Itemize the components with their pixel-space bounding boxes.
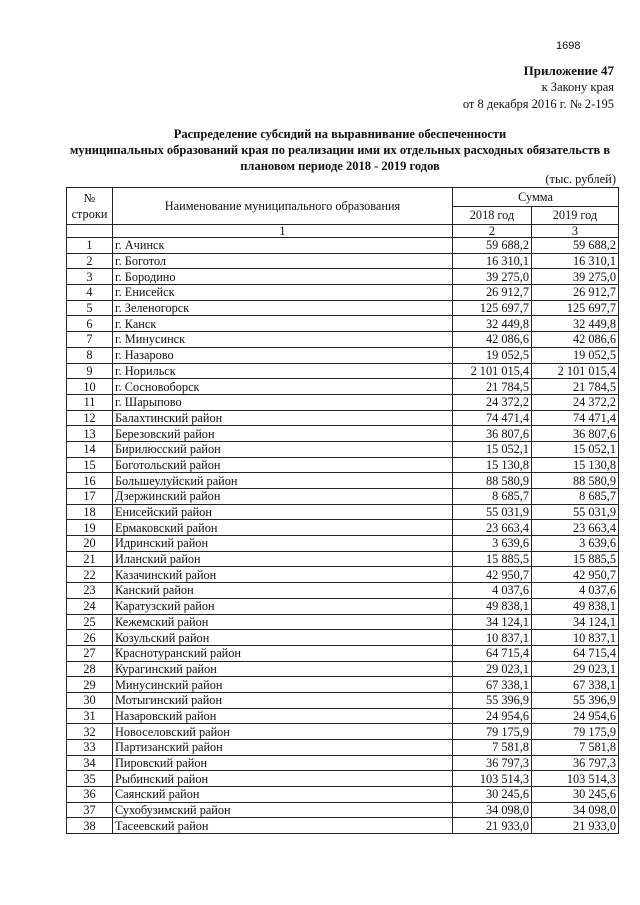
table-row <box>67 238 619 254</box>
row-number: 38 <box>67 818 113 834</box>
table-row <box>67 802 619 818</box>
amount-2018: 34 124,1 <box>453 614 532 630</box>
header-name: Наименование муниципального образования <box>113 188 453 225</box>
amount-2018: 23 663,4 <box>453 520 532 536</box>
row-number: 2 <box>67 253 113 269</box>
municipality-name: Саянский район <box>113 787 453 803</box>
amount-2019: 7 581,8 <box>532 740 619 756</box>
amount-2019: 21 933,0 <box>532 818 619 834</box>
table-row <box>67 567 619 583</box>
amount-2018: 42 950,7 <box>453 567 532 583</box>
row-number: 33 <box>67 740 113 756</box>
municipality-name: Партизанский район <box>113 740 453 756</box>
table-row <box>67 677 619 693</box>
amount-2018: 42 086,6 <box>453 332 532 348</box>
amount-2019: 64 715,4 <box>532 645 619 661</box>
row-number: 6 <box>67 316 113 332</box>
amount-2018: 15 885,5 <box>453 551 532 567</box>
amount-2018: 3 639,6 <box>453 536 532 552</box>
amount-2019: 103 514,3 <box>532 771 619 787</box>
amount-2019: 15 130,8 <box>532 457 619 473</box>
municipality-name: Балахтинский район <box>113 410 453 426</box>
municipality-name: Казачинский район <box>113 567 453 583</box>
row-number: 34 <box>67 755 113 771</box>
municipality-name: Березовский район <box>113 426 453 442</box>
municipality-name: Тасеевский район <box>113 818 453 834</box>
table-row <box>67 504 619 520</box>
table-row <box>67 787 619 803</box>
table-row <box>67 614 619 630</box>
municipality-name: Бирилюсский район <box>113 441 453 457</box>
amount-2019: 23 663,4 <box>532 520 619 536</box>
municipality-name: г. Зеленогорск <box>113 300 453 316</box>
amount-2018: 21 784,5 <box>453 379 532 395</box>
table-row <box>67 645 619 661</box>
amount-2018: 88 580,9 <box>453 473 532 489</box>
municipality-name: г. Минусинск <box>113 332 453 348</box>
appendix-reference <box>463 62 614 113</box>
page-number: 1698 <box>556 40 581 52</box>
amount-2018: 24 954,6 <box>453 708 532 724</box>
table-row <box>67 253 619 269</box>
row-number: 4 <box>67 285 113 301</box>
amount-2018: 34 098,0 <box>453 802 532 818</box>
municipality-name: г. Сосновоборск <box>113 379 453 395</box>
amount-2019: 21 784,5 <box>532 379 619 395</box>
municipality-name: Краснотуранский район <box>113 645 453 661</box>
municipality-name: Козульский район <box>113 630 453 646</box>
amount-2019: 10 837,1 <box>532 630 619 646</box>
row-number: 20 <box>67 536 113 552</box>
row-number: 1 <box>67 238 113 254</box>
table-row <box>67 489 619 505</box>
municipality-name: Сухобузимский район <box>113 802 453 818</box>
amount-2019: 2 101 015,4 <box>532 363 619 379</box>
amount-2018: 8 685,7 <box>453 489 532 505</box>
amount-2018: 7 581,8 <box>453 740 532 756</box>
amount-2018: 10 837,1 <box>453 630 532 646</box>
amount-2019: 16 310,1 <box>532 253 619 269</box>
row-number: 8 <box>67 347 113 363</box>
amount-2018: 16 310,1 <box>453 253 532 269</box>
table-row <box>67 708 619 724</box>
row-number: 16 <box>67 473 113 489</box>
row-number: 15 <box>67 457 113 473</box>
row-number: 9 <box>67 363 113 379</box>
amount-2018: 36 797,3 <box>453 755 532 771</box>
amount-2018: 55 396,9 <box>453 692 532 708</box>
row-number: 19 <box>67 520 113 536</box>
row-number: 17 <box>67 489 113 505</box>
municipality-name: г. Бородино <box>113 269 453 285</box>
municipality-name: Большеулуйский район <box>113 473 453 489</box>
header-sum: Сумма <box>453 188 619 207</box>
row-number: 12 <box>67 410 113 426</box>
municipality-name: Пировский район <box>113 755 453 771</box>
municipality-name: Каратузский район <box>113 598 453 614</box>
table-row <box>67 285 619 301</box>
header-no-label: строки <box>71 207 108 221</box>
amount-2019: 30 245,6 <box>532 787 619 803</box>
amount-2018: 29 023,1 <box>453 661 532 677</box>
amount-2019: 36 807,6 <box>532 426 619 442</box>
amount-2018: 15 052,1 <box>453 441 532 457</box>
header-year-2018: 2018 год <box>453 207 532 225</box>
municipality-name: г. Енисейск <box>113 285 453 301</box>
table-row <box>67 598 619 614</box>
municipality-name: Курагинский район <box>113 661 453 677</box>
amount-2018: 4 037,6 <box>453 583 532 599</box>
table-row <box>67 426 619 442</box>
colnum-year-2019: 3 <box>532 225 619 238</box>
amount-2018: 79 175,9 <box>453 724 532 740</box>
row-number: 25 <box>67 614 113 630</box>
amount-2018: 36 807,6 <box>453 426 532 442</box>
table-row <box>67 771 619 787</box>
amount-2019: 39 275,0 <box>532 269 619 285</box>
row-number: 24 <box>67 598 113 614</box>
table-row <box>67 300 619 316</box>
row-number: 26 <box>67 630 113 646</box>
table-row <box>67 551 619 567</box>
table-row <box>67 394 619 410</box>
amount-2019: 15 885,5 <box>532 551 619 567</box>
table-row <box>67 332 619 348</box>
table-body <box>67 238 619 834</box>
municipality-name: Енисейский район <box>113 504 453 520</box>
municipality-name: г. Ачинск <box>113 238 453 254</box>
municipality-name: Рыбинский район <box>113 771 453 787</box>
amount-2019: 125 697,7 <box>532 300 619 316</box>
table-row <box>67 379 619 395</box>
amount-2018: 59 688,2 <box>453 238 532 254</box>
row-number: 30 <box>67 692 113 708</box>
table-row <box>67 441 619 457</box>
row-number: 14 <box>67 441 113 457</box>
amount-2019: 55 031,9 <box>532 504 619 520</box>
amount-2019: 4 037,6 <box>532 583 619 599</box>
row-number: 13 <box>67 426 113 442</box>
table-row <box>67 363 619 379</box>
amount-2018: 30 245,6 <box>453 787 532 803</box>
row-number: 28 <box>67 661 113 677</box>
table-row <box>67 473 619 489</box>
row-number: 36 <box>67 787 113 803</box>
amount-2018: 67 338,1 <box>453 677 532 693</box>
row-number: 11 <box>67 394 113 410</box>
table-row <box>67 818 619 834</box>
row-number: 10 <box>67 379 113 395</box>
amount-2019: 32 449,8 <box>532 316 619 332</box>
municipality-name: Минусинский район <box>113 677 453 693</box>
municipality-name: Назаровский район <box>113 708 453 724</box>
municipality-name: Боготольский район <box>113 457 453 473</box>
amount-2019: 74 471,4 <box>532 410 619 426</box>
units-label: (тыс. рублей) <box>545 172 616 186</box>
municipality-name: г. Шарыпово <box>113 394 453 410</box>
municipality-name: Идринский район <box>113 536 453 552</box>
row-number: 23 <box>67 583 113 599</box>
municipality-name: г. Назарово <box>113 347 453 363</box>
appendix-date-line: от 8 декабря 2016 г. № 2-195 <box>462 97 614 111</box>
amount-2019: 59 688,2 <box>532 238 619 254</box>
amount-2019: 88 580,9 <box>532 473 619 489</box>
amount-2018: 39 275,0 <box>453 269 532 285</box>
document-title <box>40 126 640 174</box>
table-row <box>67 740 619 756</box>
appendix-title: Приложение 47 <box>523 63 614 78</box>
row-number: 18 <box>67 504 113 520</box>
header-no-symbol: № <box>83 191 96 205</box>
amount-2018: 21 933,0 <box>453 818 532 834</box>
header-row-number <box>67 188 113 225</box>
municipality-name: Кежемский район <box>113 614 453 630</box>
amount-2019: 67 338,1 <box>532 677 619 693</box>
municipality-name: г. Норильск <box>113 363 453 379</box>
municipality-name: Канский район <box>113 583 453 599</box>
amount-2019: 19 052,5 <box>532 347 619 363</box>
row-number: 29 <box>67 677 113 693</box>
amount-2019: 15 052,1 <box>532 441 619 457</box>
colnum-year-2018: 2 <box>453 225 532 238</box>
subsidy-table <box>66 187 619 834</box>
row-number: 35 <box>67 771 113 787</box>
amount-2019: 29 023,1 <box>532 661 619 677</box>
amount-2019: 24 372,2 <box>532 394 619 410</box>
row-number: 21 <box>67 551 113 567</box>
table-row <box>67 316 619 332</box>
appendix-law-line: к Закону края <box>541 80 614 94</box>
table-row <box>67 692 619 708</box>
row-number: 31 <box>67 708 113 724</box>
table-row <box>67 724 619 740</box>
amount-2018: 15 130,8 <box>453 457 532 473</box>
row-number: 27 <box>67 645 113 661</box>
title-line: муниципальных образований края по реализации ими их отдельных расходных обязательств в <box>69 143 611 157</box>
municipality-name: Иланский район <box>113 551 453 567</box>
amount-2019: 79 175,9 <box>532 724 619 740</box>
municipality-name: Дзержинский район <box>113 489 453 505</box>
table-row <box>67 583 619 599</box>
table-row <box>67 755 619 771</box>
municipality-name: Ермаковский район <box>113 520 453 536</box>
amount-2019: 49 838,1 <box>532 598 619 614</box>
row-number: 7 <box>67 332 113 348</box>
municipality-name: Мотыгинский район <box>113 692 453 708</box>
row-number: 32 <box>67 724 113 740</box>
municipality-name: г. Боготол <box>113 253 453 269</box>
amount-2019: 3 639,6 <box>532 536 619 552</box>
row-number: 5 <box>67 300 113 316</box>
table-row <box>67 347 619 363</box>
table-row <box>67 269 619 285</box>
table-row <box>67 536 619 552</box>
amount-2019: 24 954,6 <box>532 708 619 724</box>
row-number: 37 <box>67 802 113 818</box>
title-line: плановом периоде 2018 - 2019 годов <box>240 159 440 173</box>
colnum-name: 1 <box>113 225 453 238</box>
amount-2018: 2 101 015,4 <box>453 363 532 379</box>
amount-2019: 8 685,7 <box>532 489 619 505</box>
row-number: 3 <box>67 269 113 285</box>
amount-2018: 74 471,4 <box>453 410 532 426</box>
amount-2018: 19 052,5 <box>453 347 532 363</box>
amount-2018: 32 449,8 <box>453 316 532 332</box>
amount-2018: 26 912,7 <box>453 285 532 301</box>
table-row <box>67 630 619 646</box>
table-row <box>67 410 619 426</box>
colnum-empty <box>67 225 113 238</box>
title-line: Распределение субсидий на выравнивание обеспеченности <box>173 127 507 141</box>
amount-2018: 103 514,3 <box>453 771 532 787</box>
amount-2019: 26 912,7 <box>532 285 619 301</box>
amount-2019: 36 797,3 <box>532 755 619 771</box>
amount-2019: 55 396,9 <box>532 692 619 708</box>
header-year-2019: 2019 год <box>532 207 619 225</box>
amount-2019: 34 124,1 <box>532 614 619 630</box>
municipality-name: г. Канск <box>113 316 453 332</box>
municipality-name: Новоселовский район <box>113 724 453 740</box>
amount-2018: 49 838,1 <box>453 598 532 614</box>
amount-2019: 42 950,7 <box>532 567 619 583</box>
amount-2018: 55 031,9 <box>453 504 532 520</box>
amount-2018: 24 372,2 <box>453 394 532 410</box>
row-number: 22 <box>67 567 113 583</box>
amount-2019: 42 086,6 <box>532 332 619 348</box>
table-row <box>67 661 619 677</box>
amount-2019: 34 098,0 <box>532 802 619 818</box>
amount-2018: 125 697,7 <box>453 300 532 316</box>
amount-2018: 64 715,4 <box>453 645 532 661</box>
table-row <box>67 457 619 473</box>
table-row <box>67 520 619 536</box>
